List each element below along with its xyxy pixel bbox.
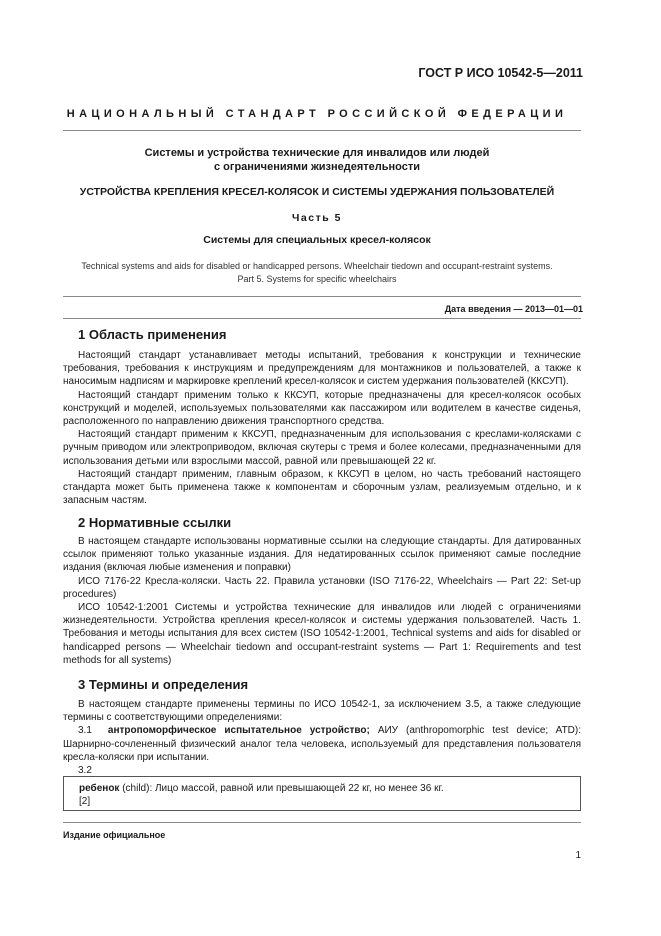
term-source-ref: [2] bbox=[79, 796, 91, 807]
term-3-2-number: 3.2 bbox=[78, 765, 92, 777]
term-definition: (child): Лицо массой, равной или превышающей 22 кг, но менее 36 кг. bbox=[119, 783, 444, 794]
edition-note: Издание официальное bbox=[63, 830, 166, 840]
reference-item: ИСО 10542-1:2001 Системы и устройства технические для инвалидов или людей с ограничениями жизнедеятельности. Устройства крепления кресел-колясок и системы удержания пользователей. Часть 1. Требования и методы испытания для всех систем (ISO 10542-1:2001, Technical systems and aids for disabled or handicapped persons — Wheelchair tiedown and occupant-restraint systems — Part 1: Requirements and test methods for all systems) bbox=[63, 602, 581, 666]
title-line-2: с ограничениями жизнедеятельности bbox=[213, 161, 421, 173]
section-3-body bbox=[63, 698, 581, 777]
paragraph: Настоящий стандарт устанавливает методы испытаний, требования к конструкции и технические требования, требования к инструкциям и предупреждениям для монтажников и пользователей, а также к наносимым надписям и маркировке креплений кресел-колясок и систем удержания пользователей (ККСУП). bbox=[63, 350, 581, 388]
section-1-heading: 1 Область применения bbox=[78, 327, 227, 342]
paragraph: В настоящем стандарте использованы нормативные ссылки на следующие стандарты. Для датированных ссылок применяют только указанные издания. Для недатированных ссылок применяют самые последние издания (включая любые изменения и поправки) bbox=[63, 536, 581, 574]
term-number: 3.1 bbox=[78, 725, 92, 737]
term-3-2-box bbox=[63, 776, 581, 811]
divider bbox=[63, 822, 581, 823]
divider bbox=[63, 130, 581, 131]
term-name: антропоморфическое испытательное устройство; bbox=[107, 725, 370, 737]
section-2-body bbox=[63, 535, 581, 667]
reference-item: ИСО 7176-22 Кресла-коляски. Часть 22. Правила установки (ISO 7176-22, Wheelchairs — Part 22: Set-up procedures) bbox=[63, 575, 581, 600]
paragraph: Настоящий стандарт применим только к ККСУП, которые предназначены для кресел-колясок особых конструкций и моделей, используемых пользователями как пассажиром или водителем в качестве сиденья, расположенного по направлению движения транспортного средства. bbox=[63, 389, 581, 428]
part-title: Системы для специальных кресел-колясок bbox=[203, 234, 431, 246]
section-3-heading: 3 Термины и определения bbox=[78, 677, 249, 692]
standard-code: ГОСТ Р ИСО 10542-5—2011 bbox=[418, 66, 583, 80]
effective-date: Дата введения — 2013—01—01 bbox=[444, 304, 583, 314]
english-title-line-2: Part 5. Systems for specific wheelchairs bbox=[237, 273, 397, 284]
page-number: 1 bbox=[575, 850, 581, 861]
main-title: УСТРОЙСТВА КРЕПЛЕНИЯ КРЕСЕЛ-КОЛЯСОК И СИСТЕМЫ УДЕРЖАНИЯ ПОЛЬЗОВАТЕЛЕЙ bbox=[79, 186, 555, 198]
section-1-body bbox=[63, 349, 581, 507]
english-title bbox=[50, 260, 584, 285]
section-2-heading: 2 Нормативные ссылки bbox=[78, 515, 232, 530]
title-line-1: Системы и устройства технические для инвалидов или людей bbox=[144, 147, 490, 159]
term-3-2 bbox=[79, 782, 444, 795]
divider bbox=[63, 296, 581, 297]
paragraph: Настоящий стандарт применим, главным образом, к ККСУП в целом, но часть требований настоящего стандарта может быть применена также к компонентам и сборочным узлам, реализуемым отдельно, и к запасным частям. bbox=[63, 468, 581, 507]
paragraph: В настоящем стандарте применены термины по ИСО 10542-1, за исключением 3.5, а также следующие термины с соответствующими определениями: bbox=[63, 699, 581, 724]
part-number: Часть 5 bbox=[292, 212, 342, 224]
title-block bbox=[50, 146, 584, 174]
term-name: ребенок bbox=[79, 783, 120, 794]
divider bbox=[63, 318, 581, 319]
paragraph: Настоящий стандарт применим к ККСУП, предназначенным для использования с креслами-колясками с ручным приводом или электроприводом, включая скутеры с тремя и более колесами, предназначенными для использования детьми или взрослыми массой, равной или превышающей 22 кг. bbox=[63, 429, 581, 467]
national-standard-banner: НАЦИОНАЛЬНЫЙ СТАНДАРТ РОССИЙСКОЙ ФЕДЕРАЦИИ bbox=[66, 108, 568, 120]
english-title-line-1: Technical systems and aids for disabled or handicapped persons. Wheelchair tiedown and occupant-restraint systems. bbox=[81, 261, 553, 271]
term-definition: АИУ (anthropomorphic test device; ATD): Шарнирно-сочлененный физический аналог тела человека, используемый для представления пользователя кресла-коляски при испытании. bbox=[63, 725, 582, 763]
term-3-1 bbox=[63, 724, 581, 764]
